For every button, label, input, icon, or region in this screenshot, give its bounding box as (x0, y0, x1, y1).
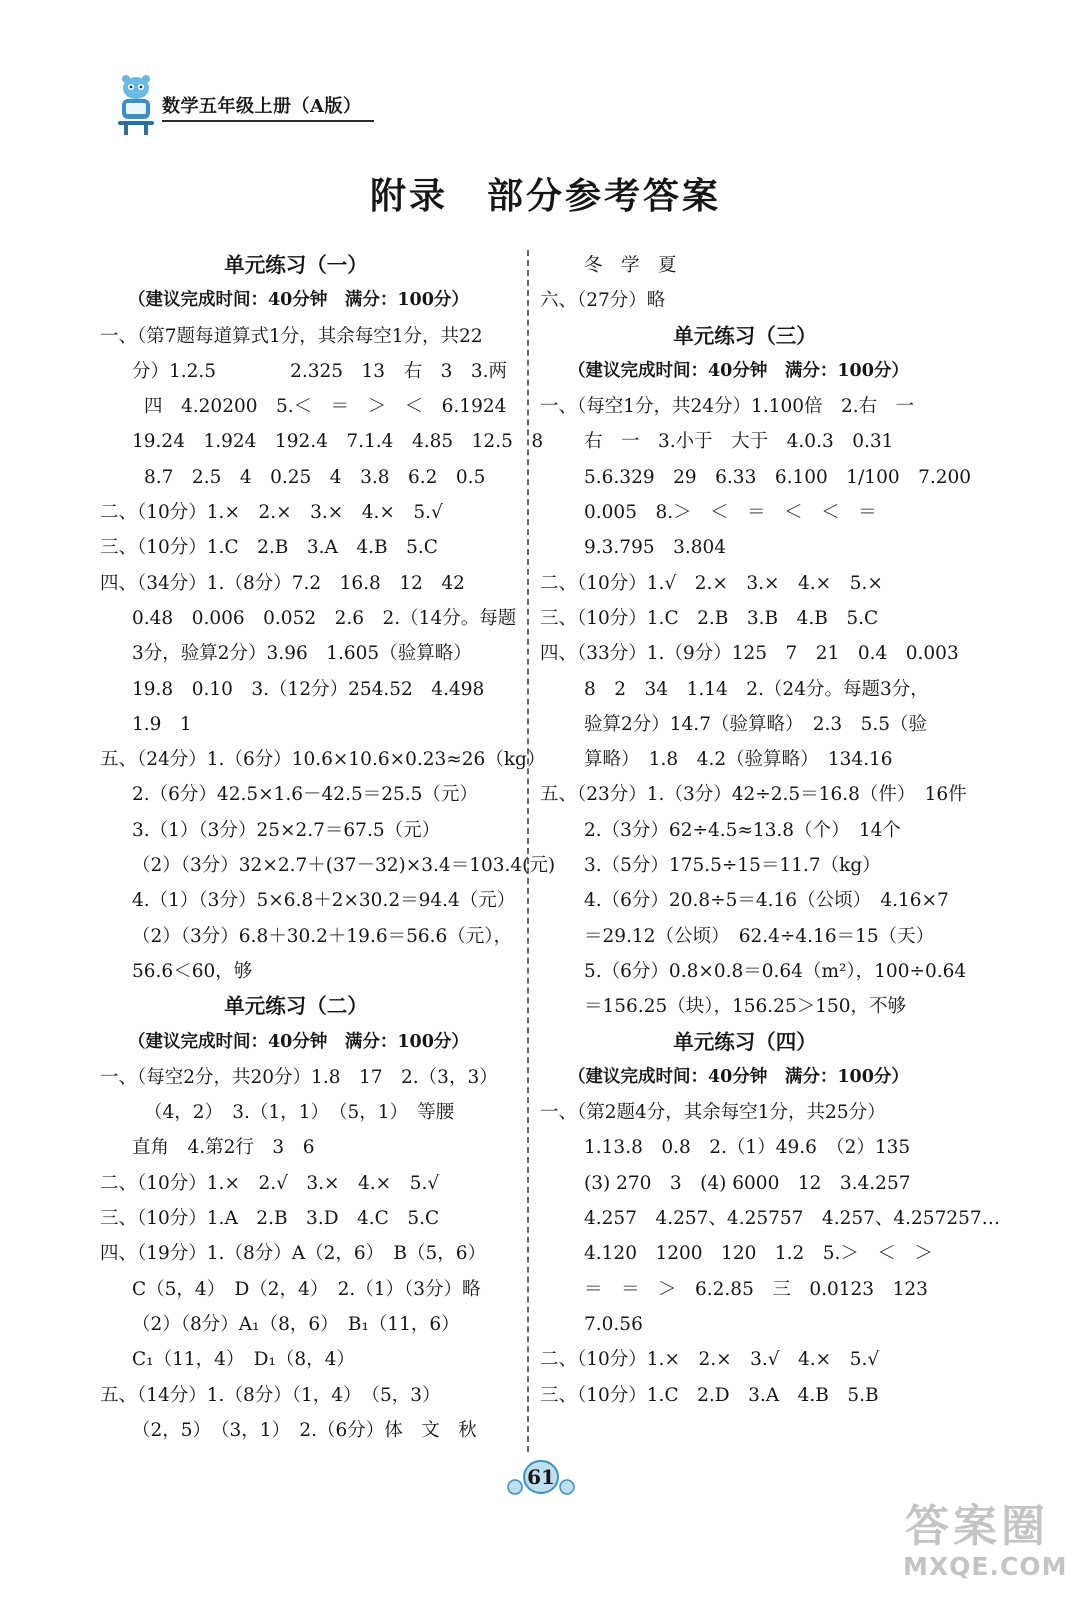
answer-line: 19.24 1.924 192.4 7.1.4 4.85 12.5 8 (132, 431, 544, 453)
answer-column-left (100, 248, 556, 1448)
answer-line: 7.0.56 (584, 1313, 643, 1335)
header-divider (162, 120, 374, 122)
answer-line: 4.120 1200 120 1.2 5.＞ ＜ ＞ (584, 1243, 933, 1265)
answer-line: ＝156.25（块），156.25＞150，不够 (584, 996, 907, 1018)
answer-line: 三、（10分）1.C 2.D 3.A 4.B 5.B (540, 1384, 879, 1406)
answer-line: 四、（33分）1.（9分）125 7 21 0.4 0.003 (540, 643, 959, 665)
section-heading: 单元练习（一） (224, 253, 368, 277)
answer-line: 3分，验算2分）3.96 1.605（验算略） (132, 643, 472, 665)
answer-line: 9.3.795 3.804 (584, 537, 727, 559)
answer-line: 2.（3分）62÷4.5≈13.8（个） 14个 (584, 819, 901, 841)
answer-line: ＝29.12（公顷） 62.4÷4.16＝15（天） (584, 925, 935, 947)
time-note: （建议完成时间：40分钟 满分：100分） (128, 290, 469, 311)
answer-line: 二、（10分）1.× 2.√ 3.× 4.× 5.√ (100, 1172, 440, 1194)
section-heading: 单元练习（二） (224, 994, 368, 1019)
answer-line: (3) 270 3 (4) 6000 12 3.4.257 (584, 1172, 911, 1194)
answer-line: 算略） 1.8 4.2（验算略） 134.16 (584, 749, 893, 771)
answer-line: 5.6.329 29 6.33 6.100 1/100 7.200 (584, 466, 972, 488)
answer-line: 一、（第7题每道算式1分，其余每空1分，共22 (100, 325, 483, 347)
answer-line: 三、（10分）1.C 2.B 3.A 4.B 5.C (100, 537, 438, 559)
answer-line: 五、（24分）1.（6分）10.6×10.6×0.23≈26（kg） (100, 749, 546, 771)
answer-column-right (540, 248, 1001, 1413)
answer-line: 四 4.20200 5.＜ ＝ ＞ ＜ 6.1924 (144, 396, 507, 418)
answer-line: 0.48 0.006 0.052 2.6 2.（14分。每题 (132, 607, 517, 629)
answer-line: 四、（19分）1.（8分）A（2，6） B（5，6） (100, 1243, 486, 1265)
answer-line: 19.8 0.10 3.（12分）254.52 4.498 (132, 678, 485, 700)
answer-line: 四、（34分）1.（8分）7.2 16.8 12 42 (100, 572, 465, 594)
page-header (112, 70, 372, 140)
answer-line: C₁（11，4） D₁（8，4） (132, 1349, 355, 1371)
answer-line: 1.9 1 (132, 713, 192, 735)
answer-line: （2）（3分）32×2.7＋(37－32)×3.4＝103.4(元) (132, 855, 556, 877)
answer-line: 一、（每空1分，共24分）1.100倍 2.右 一 (540, 396, 915, 418)
answer-line: 4.（6分）20.8÷5＝4.16（公顷） 4.16×7 (584, 890, 949, 912)
answer-line: （2）（8分）A₁（8，6） B₁（11，6） (132, 1313, 460, 1335)
answer-line: 3.（1）（3分）25×2.7＝67.5（元） (132, 819, 441, 841)
answer-line: 冬 学 夏 (584, 255, 677, 276)
answer-line: 五、（23分）1.（3分）42÷2.5＝16.8（件） 16件 (540, 784, 967, 806)
time-note: （建议完成时间：40分钟 满分：100分） (568, 360, 909, 381)
answer-line: 2.（6分）42.5×1.6－42.5＝25.5（元） (132, 784, 478, 806)
time-note: （建议完成时间：40分钟 满分：100分） (128, 1031, 469, 1052)
answer-line: 一、（第2题4分，其余每空1分，共25分） (540, 1102, 886, 1124)
answer-line: 验算2分）14.7（验算略） 2.3 5.5（验 (584, 713, 928, 735)
answer-line: 4.257 4.257、4.25757 4.257、4.257257… (584, 1208, 1001, 1230)
answer-line: C（5，4） D（2，4） 2.（1）（3分）略 (132, 1278, 481, 1300)
answer-line: 二、（10分）1.√ 2.× 3.× 4.× 5.× (540, 572, 883, 594)
answer-line: 8 2 34 1.14 2.（24分。每题3分， (584, 678, 929, 700)
page-number-badge (503, 1458, 579, 1498)
watermark-logo: 答案圈 (905, 1501, 1049, 1552)
answer-line: 二、（10分）1.× 2.× 3.√ 4.× 5.√ (540, 1349, 880, 1371)
answer-line: 三、（10分）1.C 2.B 3.B 4.B 5.C (540, 607, 879, 629)
answer-line: 0.005 8.＞ ＜ ＝ ＜ ＜ ＝ (584, 502, 877, 524)
answer-line: （2，5） （3，1） 2.（6分）体 文 秋 (132, 1419, 477, 1441)
watermark (895, 1490, 1081, 1594)
mascot-logo-icon (112, 74, 160, 136)
answer-line: ＝ ＝ ＞ 6.2.85 三 0.0123 123 (584, 1278, 928, 1300)
section-heading: 单元练习（三） (673, 323, 817, 348)
answer-line: 三、（10分）1.A 2.B 3.D 4.C 5.C (100, 1208, 440, 1230)
answer-line: 8.7 2.5 4 0.25 4 3.8 6.2 0.5 (144, 466, 486, 488)
answer-line: 3.（5分）175.5÷15＝11.7（kg） (584, 855, 881, 877)
answer-line: 直角 4.第2行 3 6 (132, 1137, 315, 1159)
answer-line: 4.（1）（3分）5×6.8＋2×30.2＝94.4（元） (132, 890, 516, 912)
watermark-url: MXQE.COM (903, 1552, 1068, 1581)
answer-line: 56.6＜60，够 (132, 960, 253, 982)
page-number: 61 (527, 1465, 555, 1489)
answer-line: （2）（3分）6.8＋30.2＋19.6＝56.6（元）， (132, 925, 513, 947)
answer-line: 二、（10分）1.× 2.× 3.× 4.× 5.√ (100, 502, 443, 524)
answer-line: （4，2） 3.（1，1） （5，1） 等腰 (144, 1102, 455, 1124)
book-title: 数学五年级上册（A版） (162, 96, 362, 117)
answer-line: 五、（14分）1.（8分）（1，4） （5，3） (100, 1384, 441, 1406)
section-heading: 单元练习（四） (673, 1029, 817, 1054)
answer-line: 右 一 3.小于 大于 4.0.3 0.31 (584, 431, 894, 453)
answer-line: 一、（每空2分，共20分）1.8 17 2.（3，3） (100, 1066, 498, 1088)
answer-line: 分）1.2.5 2.325 13 右 3 3.两 (132, 360, 507, 382)
page-title: 附录 部分参考答案 (369, 175, 721, 217)
answer-line: 1.13.8 0.8 2.（1）49.6 （2）135 (584, 1137, 911, 1159)
time-note: （建议完成时间：40分钟 满分：100分） (568, 1066, 909, 1087)
answer-line: 六、（27分）略 (540, 290, 666, 312)
answer-line: 5.（6分）0.8×0.8＝0.64（m²），100÷0.64 (584, 960, 967, 982)
